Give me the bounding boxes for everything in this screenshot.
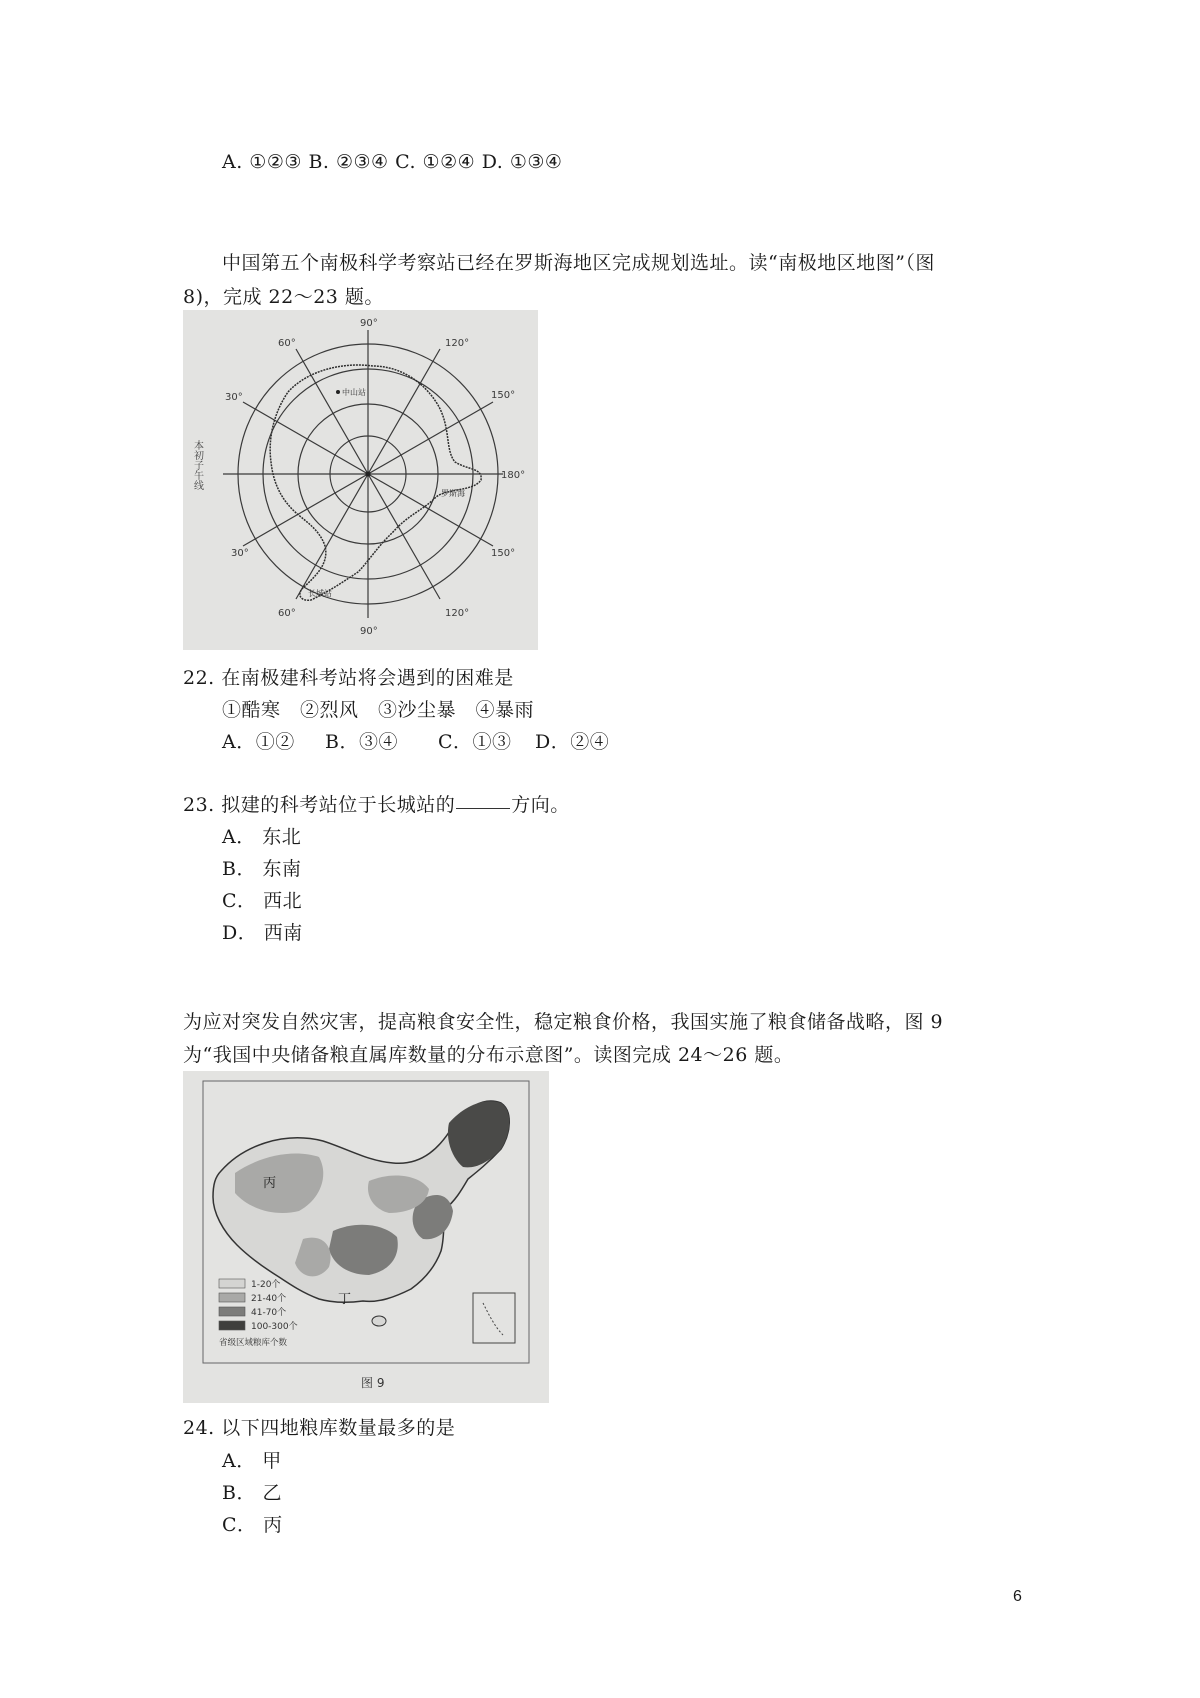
china-grain-map	[183, 1071, 549, 1403]
legend-swatch-4	[219, 1321, 245, 1330]
page-number: 6	[1013, 1588, 1022, 1605]
antarctica-outline	[270, 365, 481, 600]
lon-label-90-top: 90°	[360, 318, 378, 329]
q24-stem: 24. 以下四地粮库数量最多的是	[183, 1417, 456, 1439]
lon-label-30-top: 30°	[225, 392, 243, 403]
region-label-bing: 丙	[263, 1176, 277, 1191]
intro-24-26-line1: 为应对突发自然灾害，提高粮食安全性，稳定粮食价格，我国实施了粮食储备战略，图 9	[183, 1011, 944, 1033]
legend-label-3: 41-70个	[251, 1308, 287, 1318]
legend-swatch-1	[219, 1279, 245, 1288]
lon-label-180: 180°	[501, 470, 526, 481]
intro-22-23-line2: 8)，完成 22～23 题。	[183, 286, 384, 308]
q22-option-a: A．①②	[222, 731, 295, 753]
q22-stem: 22. 在南极建科考站将会遇到的困难是	[183, 667, 514, 689]
figure-caption: 图 9	[361, 1376, 385, 1390]
lon-label-60-top: 60°	[278, 338, 296, 349]
zhongshan-station-label: 中山站	[342, 388, 366, 397]
q24-option-c: C． 丙	[222, 1514, 283, 1536]
antarctic-map	[183, 310, 538, 650]
hainan-island	[372, 1316, 386, 1326]
south-sea-inset	[473, 1293, 515, 1343]
q22-option-b: B．③④	[325, 731, 398, 753]
q23-stem-before: 23. 拟建的科考站位于长城站的	[183, 794, 456, 816]
q23-option-b: B． 东南	[222, 858, 302, 880]
q22-items: ①酷寒 ②烈风 ③沙尘暴 ④暴雨	[222, 699, 535, 721]
lon-label-150-top: 150°	[491, 390, 516, 401]
legend-swatch-2	[219, 1293, 245, 1302]
q21-options: A. ①②③ B. ②③④ C. ①②④ D. ①③④	[222, 151, 563, 173]
legend-label-1: 1-20个	[251, 1280, 281, 1290]
prime-meridian-label: 本初子午线	[191, 440, 203, 490]
legend-label-4: 100-300个	[251, 1322, 298, 1332]
q22-option-d: D．②④	[535, 731, 610, 753]
q23-option-d: D． 西南	[222, 922, 303, 944]
changcheng-station-label: 长城站	[308, 589, 332, 598]
lon-label-120-top: 120°	[445, 338, 470, 349]
q23-option-c: C． 西北	[222, 890, 303, 912]
q22-option-c: C．①③	[438, 731, 512, 753]
q23-stem	[183, 790, 570, 817]
q24-option-b: B． 乙	[222, 1482, 283, 1504]
antarctic-map-figure	[183, 310, 538, 650]
region-label-ding: 丁	[338, 1292, 352, 1307]
q24-option-a: A． 甲	[222, 1450, 282, 1472]
q23-blank	[456, 807, 510, 809]
south-pole-dot	[366, 472, 371, 477]
legend-swatch-3	[219, 1307, 245, 1316]
intro-22-23-line1: 中国第五个南极科学考察站已经在罗斯海地区完成规划选址。读“南极地区地图”（图	[222, 252, 935, 274]
lon-label-60-bottom: 60°	[278, 608, 296, 619]
legend-title: 省级区域粮库个数	[219, 1338, 288, 1348]
lon-label-150-bottom: 150°	[491, 548, 516, 559]
q23-stem-after: 方向。	[511, 794, 570, 816]
q23-option-a: A． 东北	[222, 826, 302, 848]
ross-sea-label: 罗斯海	[441, 489, 465, 498]
intro-24-26-line2: 为“我国中央储备粮直属库数量的分布示意图”。读图完成 24～26 题。	[183, 1044, 794, 1066]
lon-label-30-bottom: 30°	[231, 548, 249, 559]
lon-label-90-bottom: 90°	[360, 626, 378, 637]
lon-label-120-bottom: 120°	[445, 608, 470, 619]
china-grain-map-figure	[183, 1071, 549, 1403]
legend-label-2: 21-40个	[251, 1294, 287, 1304]
region-northeast-darkest	[448, 1101, 509, 1167]
